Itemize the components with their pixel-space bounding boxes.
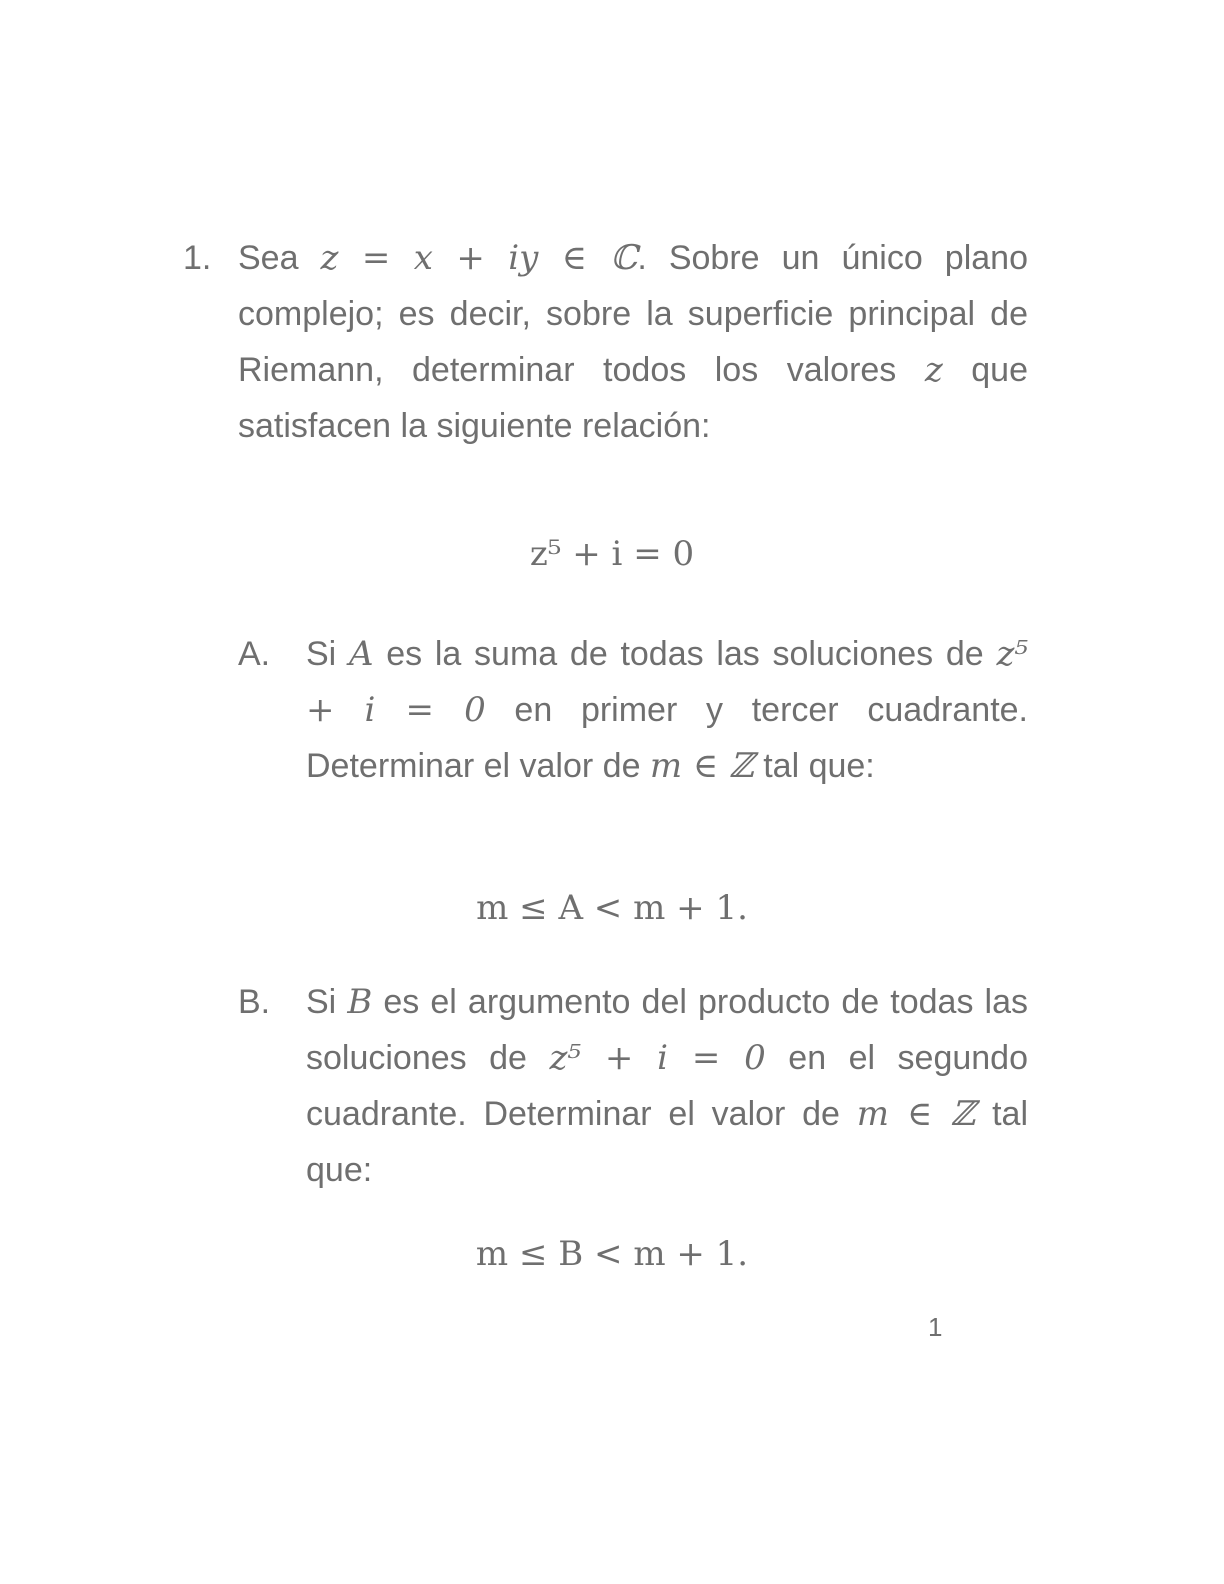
part-a-inequality: m ≤ A < m + 1. bbox=[476, 888, 748, 928]
part-a-variable: A bbox=[348, 634, 374, 674]
part-a-inline-equation: z⁵ + i = 0 bbox=[306, 634, 1028, 730]
part-b-statement bbox=[306, 974, 1028, 1198]
main-equation: z⁵ + i = 0 bbox=[529, 534, 695, 574]
problem-intro-pre: Sea bbox=[238, 239, 321, 277]
problem-number: 1. bbox=[183, 239, 212, 277]
part-b-label: B. bbox=[238, 983, 271, 1021]
part-b-variable: B bbox=[347, 982, 373, 1022]
part-a-text-end: tal que: bbox=[753, 747, 875, 785]
part-b-m-definition: m ∈ ℤ bbox=[856, 1094, 976, 1134]
part-a-text-mid: es la suma de todas las soluciones de bbox=[373, 635, 997, 673]
part-a-text-pre: Si bbox=[306, 635, 349, 673]
part-a-text-post: en primer y tercer cuadrante. Determinar el valor de bbox=[306, 691, 1028, 785]
part-a-statement bbox=[306, 626, 1028, 794]
part-a-label: A. bbox=[238, 635, 271, 673]
part-a-m-definition: m ∈ ℤ bbox=[649, 746, 754, 786]
problem-intro-post: . Sobre un único plano complejo; es decir, sobre la superficie principal de Riemann, determinar todos los valores bbox=[238, 239, 1028, 389]
problem-z-variable: z bbox=[924, 350, 943, 390]
problem-z-definition: z = x + iy ∈ ℂ bbox=[320, 238, 638, 278]
problem-intro-end: que satisfacen la siguiente relación: bbox=[238, 351, 1028, 445]
part-b-text-post: en el segundo cuadrante. Determinar el valor de bbox=[306, 1039, 1028, 1133]
part-b-text-pre: Si bbox=[306, 983, 348, 1021]
part-b-text-mid: es el argumento del producto de todas las soluciones de bbox=[306, 983, 1028, 1077]
problem-statement bbox=[238, 230, 1028, 454]
page-number: 1 bbox=[928, 1312, 943, 1342]
part-b-inline-equation: z⁵ + i = 0 bbox=[549, 1038, 766, 1078]
part-b-text-end: tal que: bbox=[306, 1095, 1028, 1189]
part-b-inequality: m ≤ B < m + 1. bbox=[475, 1234, 749, 1274]
